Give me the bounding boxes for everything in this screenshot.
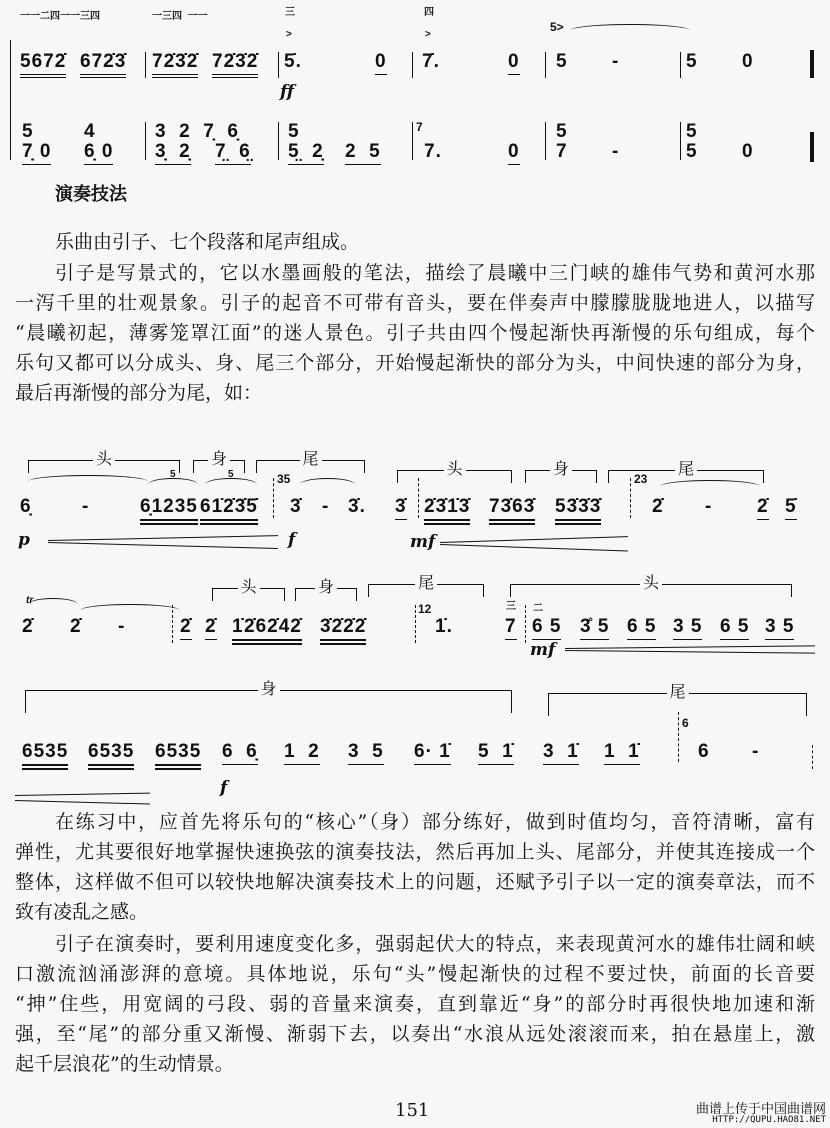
rest: 0	[742, 51, 754, 72]
string-mark: 三	[506, 601, 516, 612]
phrase-bar	[415, 605, 416, 643]
chord-top: 5	[22, 121, 34, 142]
note: 5	[686, 141, 698, 162]
note-group: 2̇3̇1̇3̇	[424, 497, 470, 525]
chord-top: 4	[84, 121, 96, 142]
crescendo-hairpin	[440, 536, 628, 543]
note: 1̇.	[435, 616, 453, 637]
grace-note: 5>	[550, 20, 564, 34]
dynamic-ff: ff	[280, 82, 295, 102]
bar-line	[145, 52, 146, 78]
decrescendo-hairpin	[15, 793, 150, 796]
dash: -	[752, 741, 760, 762]
note-group: 3̇2̇2̇2̇	[320, 617, 366, 645]
bar-line	[545, 52, 546, 78]
phrase-bar	[630, 478, 631, 518]
paragraph-line: 起千层浪花”的生动情景。	[15, 1053, 234, 1075]
dash: -	[612, 141, 620, 162]
section-heading: 演奏技法	[55, 184, 127, 205]
paragraph-line: “晨曦初起，薄雾笼罩江面”的迷人景色。引子共由四个慢起渐快再渐慢的乐句组成，每个	[15, 322, 815, 344]
grace-note: 23	[634, 472, 648, 486]
tuplet-number: 5	[228, 469, 234, 480]
rest: 0	[508, 142, 520, 165]
note-group: 72̇3̇2̇	[212, 52, 258, 78]
tuplet-number: 5	[170, 469, 176, 480]
rest: 0	[375, 52, 387, 75]
phrase-bar	[418, 478, 419, 518]
grace-note: 6	[682, 716, 689, 730]
note: 7.	[424, 141, 442, 162]
note: 6	[698, 741, 710, 762]
bar-line	[680, 122, 681, 160]
trill-mark: tr	[26, 595, 34, 606]
bar-line	[680, 52, 681, 78]
string-mark: 四	[424, 7, 434, 18]
bracket-body: 身	[193, 460, 245, 473]
paragraph-line: 在练习中，应首先将乐句的“核心”（身）部分练好，做到时值均匀，音符清晰，富有	[55, 811, 815, 833]
grace-note: 7	[416, 120, 423, 134]
rest: 0	[508, 52, 520, 75]
crescendo-hairpin	[48, 535, 278, 541]
note-group: 53̇3̇3̇	[555, 497, 601, 525]
note-group: 5̤ 2̣	[288, 142, 324, 165]
paragraph-line: 强，至“尾”的部分重又渐慢、渐弱下去，以奏出“水浪从远处滚滚而来，拍在悬崖上，激	[15, 1023, 815, 1045]
string-mark: 三	[285, 7, 295, 18]
bar-line	[412, 52, 413, 78]
note-group: 72̇3̇2̇	[152, 52, 198, 78]
paragraph-line: 致有凌乱之感。	[15, 901, 149, 923]
grace-note: 12	[418, 602, 432, 616]
bracket-tail: 尾	[368, 584, 484, 597]
note-group: 5 1̇	[478, 742, 514, 765]
note: 5	[686, 51, 698, 72]
accent-mark: >	[425, 29, 431, 40]
note-group: 6535	[88, 742, 134, 770]
crescendo-hairpin	[48, 542, 278, 549]
note: 5̇.	[284, 51, 302, 72]
note-group: 73̇63̇	[489, 497, 535, 525]
paragraph-line: 最后再渐慢的部分为尾，如：	[15, 382, 263, 404]
dynamic-mf: mf	[410, 532, 436, 552]
note-group: 1 2	[284, 742, 320, 765]
paragraph-line: 乐曲由引子、七个段落和尾声组成。	[55, 231, 360, 253]
note-group: 1 1̇	[604, 742, 640, 765]
bracket-tail: 尾	[608, 470, 764, 483]
paragraph-line: 一泻千里的壮观景象。引子的起音不可带有音头，要在伴奏声中朦朦胧胧地进人，以描写	[15, 292, 815, 314]
paragraph-line: 引子是写景式的，它以水墨画般的笔法，描绘了晨曦中三门峡的雄伟气势和黄河水那	[55, 262, 815, 284]
phrase-bar	[678, 712, 679, 762]
note-group: 3̊ 5	[580, 617, 609, 640]
note-group: 7̣ 0	[22, 142, 51, 165]
chord-top: 5	[556, 121, 568, 142]
note-group: 6 5	[720, 617, 749, 640]
bracket-body: 身	[25, 690, 512, 713]
bar-line	[145, 122, 146, 160]
bracket-body: 身	[525, 470, 597, 483]
decrescendo-hairpin	[565, 650, 815, 654]
phrase-bar	[172, 605, 173, 643]
chord-top: 5	[686, 121, 698, 142]
bracket-head: 头	[212, 588, 285, 601]
note-group: 3̣ 2̣	[155, 142, 191, 165]
tie	[300, 478, 355, 491]
note-group: 5672̇	[20, 52, 66, 78]
string-mark: 二	[533, 603, 543, 614]
final-bar	[810, 132, 814, 162]
bar-line	[412, 122, 413, 160]
note: 2̇	[757, 497, 769, 520]
note-group: 6 6̣	[222, 742, 258, 765]
note: 7̇.	[422, 51, 440, 72]
phrase-bar	[525, 605, 526, 643]
note: 3̇	[290, 496, 302, 517]
note: 5̇	[785, 497, 797, 520]
bracket-tail: 尾	[548, 693, 807, 716]
dash: -	[705, 496, 713, 517]
accent-mark: >	[286, 29, 292, 40]
system-brace-line	[10, 40, 11, 160]
chord-top: 3 2 7̣ 6̣	[155, 121, 239, 142]
paragraph-line: 弹性，尤其要很好地掌握快速换弦的演奏技法，然后再加上头、尾部分，并使其连接成一个	[15, 841, 815, 863]
tie	[660, 480, 760, 493]
note: 2̇	[180, 617, 192, 640]
chord-top: 5	[288, 121, 300, 142]
note-group: 7̤ 6̤	[215, 142, 251, 165]
note: 3̇.	[348, 496, 366, 517]
note: 2̇	[22, 616, 34, 637]
dynamic-f: f	[220, 778, 228, 798]
dynamic-f: f	[288, 530, 296, 550]
note-group: 6̣ 0	[84, 142, 113, 165]
note-group: 6 5	[627, 617, 656, 640]
note: 2̇	[652, 496, 664, 517]
note: 7	[505, 617, 517, 640]
bracket-head: 头	[397, 470, 512, 483]
decrescendo-hairpin	[565, 645, 815, 649]
note-group: 3 5	[765, 617, 794, 640]
decrescendo-hairpin	[15, 800, 150, 805]
watermark-url: HTTP://QUPU.HAO81.NET	[712, 1115, 826, 1125]
phrase-bar	[812, 745, 813, 769]
dash: -	[612, 51, 620, 72]
dash: -	[82, 496, 90, 517]
tie	[26, 595, 78, 611]
bar-line	[545, 122, 546, 160]
bar-line	[278, 52, 279, 78]
note-group: 2 5	[345, 142, 381, 165]
page-number: 151	[395, 1100, 430, 1121]
dynamic-mf: mf	[530, 640, 556, 660]
note-group: 3 5	[348, 742, 384, 765]
note: 2̇	[205, 617, 217, 640]
note-group: 6535	[22, 742, 68, 770]
note-group: 672̇3̇	[80, 52, 126, 78]
tie	[570, 24, 690, 37]
bracket-body: 身	[295, 588, 357, 601]
note: 3̇	[395, 497, 407, 520]
dash: -	[118, 616, 126, 637]
paragraph-line: 整体，这样做不但可以较快地解决演奏技术上的问题，还赋予引子以一定的演奏章法，而不	[15, 871, 815, 893]
note-group: 6· 1̇	[414, 742, 451, 765]
watermark-text: 曲谱上传于中国曲谱网	[695, 1102, 826, 1117]
tie	[28, 475, 148, 488]
paragraph-line: 口激流汹涌澎湃的意境。具体地说，乐句“头”慢起渐快的过程不要过快，前面的长音要	[15, 963, 815, 985]
paragraph-line: 引子在演奏时，要利用速度变化多，强弱起伏大的特点，来表现黄河水的雄伟壮阔和峡	[55, 933, 815, 955]
dynamic-p: p	[18, 530, 30, 550]
note: 7	[556, 141, 568, 162]
note-group: 3 1̇	[543, 742, 579, 765]
paragraph-line: “抻”住些，用宽阔的弓段、弱的音量来演奏，直到靠近“身”的部分时再很快地加速和渐	[15, 993, 815, 1015]
note-group: 6 5	[532, 617, 561, 640]
dash: -	[322, 496, 330, 517]
grace-note: 35	[277, 472, 291, 486]
final-bar	[810, 50, 814, 78]
crescendo-hairpin	[440, 544, 628, 552]
phrase-bar	[273, 478, 274, 518]
note: 2̇	[70, 616, 82, 637]
note-group: 6535	[155, 742, 201, 770]
fingering: 一三四 一一	[152, 11, 208, 22]
fingering: 一一二四一一三四	[20, 11, 100, 22]
bracket-tail: 尾	[256, 460, 365, 473]
tie	[80, 604, 180, 617]
note-group: 6̣1235	[140, 497, 198, 525]
note: 1̇	[232, 617, 244, 645]
rest: 0	[742, 141, 754, 162]
note-group: 3 5	[673, 617, 702, 640]
paragraph-line: 乐句又都可以分成头、身、尾三个部分，开始慢起渐快的部分为头，中间快速的部分为身，	[15, 352, 815, 374]
note: 6̣	[20, 496, 32, 517]
note: 5	[556, 51, 568, 72]
note-group: 61̇2̇3̇5̇	[200, 497, 258, 525]
bracket-head: 头	[28, 460, 180, 473]
note-group: 2̇62̇42̇	[244, 617, 302, 645]
bar-line	[278, 122, 279, 160]
bracket-head: 头	[510, 584, 792, 597]
